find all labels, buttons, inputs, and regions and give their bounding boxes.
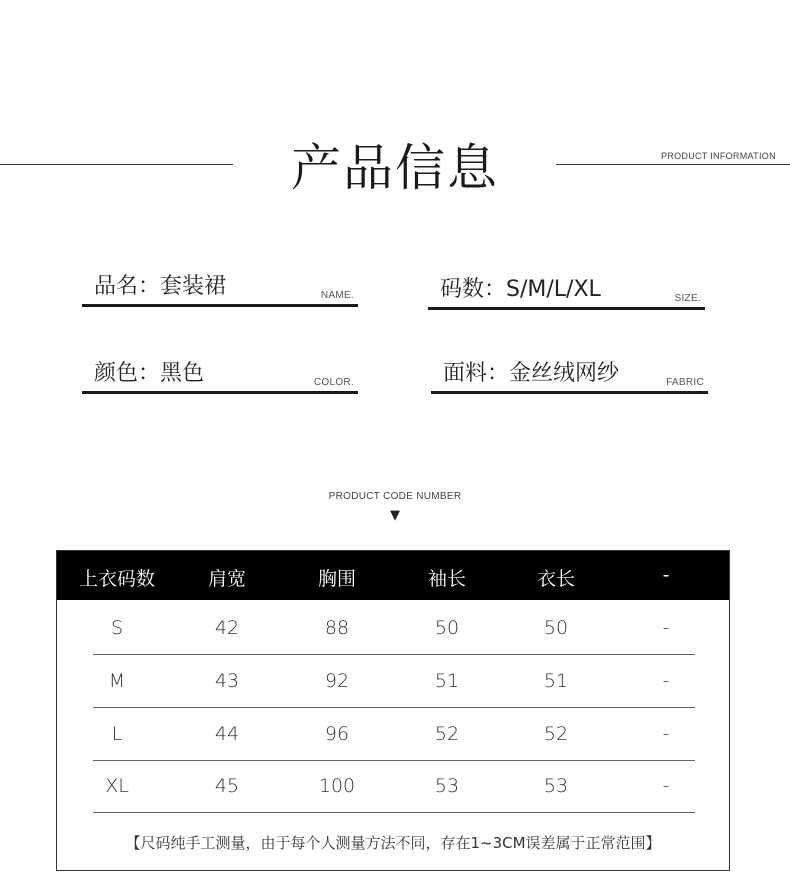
table-cell: 43 [214,670,240,692]
page-subtitle: PRODUCT INFORMATION [661,151,776,161]
field-color [82,357,358,394]
page-title: 产品信息 [291,139,499,197]
table-cell: - [662,775,670,797]
table-row [93,761,695,813]
size-table [56,550,730,871]
table-cell: - [662,670,670,692]
field-fabric-label: 面料：金丝绒网纱 [443,361,620,386]
table-cell: 92 [324,670,350,692]
field-size-label: 码数：S/M/L/XL [440,277,601,302]
row-divider [93,707,695,708]
table-cell: S [110,617,124,639]
header-cell: - [662,564,670,586]
table-row [93,656,695,708]
header-cell: 袖长 [427,568,466,590]
table-cell: - [662,617,670,639]
field-color-label: 颜色：黑色 [94,361,205,386]
down-arrow-icon: ▼ [390,508,400,523]
row-divider [93,654,695,655]
table-cell: - [662,723,670,745]
field-size-tag: SIZE. [674,293,701,304]
table-cell: XL [105,775,129,797]
field-fabric [431,357,708,394]
header-cell: 肩宽 [207,568,246,590]
header-cell: 胸围 [317,568,356,590]
table-cell: 88 [324,617,350,639]
table-cell: 50 [543,617,569,639]
field-color-tag: COLOR. [313,377,354,388]
header-cell: 衣长 [536,568,575,590]
table-cell: 50 [434,617,460,639]
field-size [428,273,705,310]
table-cell: M [108,670,126,692]
table-cell: L [111,723,123,745]
measurement-note: 【尺码纯手工测量，由于每个人测量方法不同，存在1~3CM误差属于正常范围】 [125,834,661,852]
table-cell: 52 [434,723,460,745]
table-cell: 51 [434,670,460,692]
row-divider [93,812,695,813]
table-cell: 51 [543,670,569,692]
field-name [82,270,358,307]
table-row [93,709,695,761]
field-fabric-tag: FABRIC [666,377,704,388]
table-cell: 45 [214,775,240,797]
table-cell: 53 [543,775,569,797]
header-cell: 上衣码数 [78,568,155,590]
table-cell: 100 [318,775,356,797]
product-code-caption: PRODUCT CODE NUMBER [328,491,462,502]
table-cell: 53 [434,775,460,797]
table-cell: 42 [214,617,240,639]
table-cell: 44 [214,723,240,745]
table-cell: 52 [543,723,569,745]
field-name-tag: NAME. [320,290,354,301]
table-header-row [57,551,729,600]
table-row [93,603,695,655]
table-cell: 96 [324,723,350,745]
field-name-label: 品名：套装裙 [94,274,227,299]
